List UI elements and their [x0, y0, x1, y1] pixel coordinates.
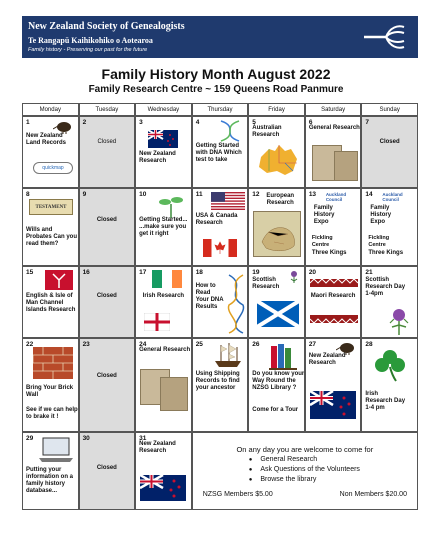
day-number: 9: [82, 191, 87, 198]
weekday-label: Friday: [248, 103, 305, 116]
day-number: 26: [252, 341, 260, 348]
venue-sub-text: Three Kings: [311, 250, 347, 256]
day-cell-9: [79, 188, 136, 266]
day-cell-12: [248, 188, 305, 266]
day-number: 14: [365, 191, 373, 198]
day-number: 31: [139, 435, 147, 442]
old-photo: [160, 377, 188, 411]
seedling-icon: [154, 192, 188, 218]
week-row: [22, 338, 418, 432]
event-text: Wills and Probates Can you read them?: [26, 227, 78, 247]
day-cell-6: [305, 116, 362, 188]
closed-label: Closed: [96, 373, 117, 379]
event-text: USA & Canada Research: [195, 213, 238, 226]
day-cell-13: [305, 188, 362, 266]
header-banner: [22, 16, 418, 58]
day-number: 25: [195, 341, 203, 348]
day-number: 19: [252, 269, 260, 276]
day-number: 4: [195, 119, 200, 126]
closed-label: Closed: [96, 293, 117, 299]
day-cell-17: [135, 266, 192, 338]
event-text: Putting your information on a family history database...: [26, 467, 73, 494]
day-number: 30: [82, 435, 90, 442]
auckland-council-badge: Auckland Council: [382, 192, 403, 202]
weekday-label: Sunday: [361, 103, 418, 116]
day-cell-22: [22, 338, 79, 432]
shamrock-icon: [372, 347, 408, 383]
event-text: Scottish Research Day 1-4pm: [365, 277, 406, 297]
event-text: New Zealand Research: [308, 353, 346, 366]
info-item: ● Browse the library: [249, 475, 360, 485]
canada-flag-icon: [203, 239, 237, 257]
day-cell-11: [192, 188, 249, 266]
day-cell-27: [305, 338, 362, 432]
nzsg-logo-icon: [360, 21, 408, 53]
day-number: 5: [252, 119, 256, 126]
week-row: [22, 432, 418, 510]
day-number: 18: [195, 269, 203, 276]
day-cell-5: [248, 116, 305, 188]
info-intro: On any day you are welcome to come for: [236, 445, 374, 454]
australia-map-icon: [257, 143, 299, 179]
event-text: New Zealand Land Records: [26, 133, 67, 146]
day-number: 13: [308, 191, 317, 198]
day-cell-1: [22, 116, 79, 188]
day-cell-19: [248, 266, 305, 338]
event-text: Getting Started... ...make sure you get it right: [139, 217, 188, 237]
member-price: NZSG Members $5.00: [202, 491, 273, 498]
day-cell-16: [79, 266, 136, 338]
day-cell-18: [192, 266, 249, 338]
weekday-label: Tuesday: [79, 103, 136, 116]
books-icon: [267, 342, 299, 370]
maori-pattern-bottom: [310, 315, 358, 323]
event-text: How to Read Your DNA Results: [195, 283, 224, 310]
info-item: ● General Research: [249, 455, 360, 465]
day-cell-24: [135, 338, 192, 432]
event-text: Australian Research: [252, 125, 282, 138]
ireland-flag-icon: [152, 270, 182, 288]
day-cell-30: [79, 432, 136, 510]
triskelion-icon: [45, 270, 73, 290]
closed-label: Closed: [97, 139, 117, 145]
usa-flag-icon: [211, 192, 245, 210]
day-cell-7: [361, 116, 418, 188]
event-text-2: Come for a Tour: [252, 407, 299, 413]
day-cell-8: [22, 188, 79, 266]
week-row: [22, 188, 418, 266]
closed-label: Closed: [96, 465, 117, 471]
auckland-council-badge: Auckland Council: [325, 192, 347, 202]
day-cell-29: [22, 432, 79, 510]
thistle-flower-icon: [384, 305, 414, 335]
event-text: Using Shipping Records to find your ancestor: [195, 371, 240, 391]
day-cell-23: [79, 338, 136, 432]
dna-icon: [217, 119, 243, 143]
event-text-2: See if we can help to brake it !: [26, 407, 78, 420]
day-cell-14: [361, 188, 418, 266]
sailing-ship-icon: [211, 343, 245, 369]
page-subtitle: Family Research Centre ~ 159 Queens Road Panmure: [88, 84, 344, 95]
day-number: 10: [139, 191, 147, 198]
week-row: [22, 266, 418, 338]
page-title: Family History Month August 2022: [101, 66, 331, 82]
day-number: 28: [365, 341, 373, 348]
venue-text: Fickling Centre: [311, 235, 333, 248]
day-number: 23: [82, 341, 90, 348]
day-number: 3: [139, 119, 143, 126]
day-number: 27: [308, 341, 317, 348]
event-text: Irish Research: [142, 293, 185, 299]
day-cell-21: [361, 266, 418, 338]
day-cell-28: [361, 338, 418, 432]
event-text: General Research: [139, 347, 191, 353]
event-text: Bring Your Brick Wall: [26, 385, 74, 398]
info-box: [192, 432, 418, 510]
day-cell-15: [22, 266, 79, 338]
europe-map-icon: [254, 212, 302, 258]
week-row: [22, 116, 418, 188]
day-number: 24: [139, 341, 147, 348]
quickmap-logo: quickmap: [33, 162, 73, 174]
brick-wall-icon: [33, 347, 73, 379]
laptop-icon: [37, 436, 75, 464]
info-item: ● Ask Questions of the Volunteers: [249, 465, 360, 475]
org-name: New Zealand Society of Genealogists: [28, 21, 185, 32]
venue-text: Fickling Centre: [368, 235, 390, 248]
day-cell-2: [79, 116, 136, 188]
non-member-price: Non Members $20.00: [339, 491, 407, 498]
day-number: 29: [26, 435, 34, 442]
old-photo: [334, 151, 358, 181]
closed-label: Closed: [96, 217, 117, 223]
info-list: [249, 455, 360, 485]
event-text: Maori Research: [310, 293, 356, 299]
weekday-label: Wednesday: [135, 103, 192, 116]
event-text: Irish Research Day 1-4 pm: [365, 391, 406, 411]
ulster-flag-icon: [144, 313, 170, 331]
day-number: 16: [82, 269, 90, 276]
event-text: New Zealand Research: [139, 441, 176, 454]
day-cell-31: [135, 432, 192, 510]
day-cell-4: [192, 116, 249, 188]
weekday-label: Monday: [22, 103, 79, 116]
day-cell-3: [135, 116, 192, 188]
weekday-header: [22, 103, 418, 116]
day-cell-20: [305, 266, 362, 338]
day-number: 21: [365, 269, 373, 276]
day-number: 17: [139, 269, 147, 276]
event-text: General Research: [308, 125, 360, 131]
event-text: New Zealand Research: [139, 151, 176, 164]
maori-pattern-top: [310, 279, 358, 287]
event-text: Getting Started with DNA Which test to take: [195, 143, 242, 163]
event-text: Scottish Research: [252, 277, 280, 290]
day-number: 7: [365, 119, 369, 126]
day-number: 8: [26, 191, 30, 198]
day-cell-10: [135, 188, 192, 266]
day-number: 6: [308, 119, 313, 126]
day-number: 12: [252, 191, 260, 198]
kiwi-icon: [53, 120, 75, 134]
venue-sub-text: Three Kings: [368, 250, 404, 256]
calendar-grid: [22, 103, 418, 510]
day-cell-26: [248, 338, 305, 432]
europe-map-image: [253, 211, 301, 257]
maori-name: Te Rangapū Kaihikohiko o Aotearoa: [28, 36, 153, 45]
dna-helix-icon: [225, 273, 247, 335]
weekday-label: Thursday: [192, 103, 249, 116]
event-text: Do you know your Way Round the NZSG Library ?: [252, 371, 305, 391]
nz-flag-icon: [310, 391, 356, 419]
closed-label: Closed: [379, 139, 400, 145]
event-text: European Research: [266, 193, 295, 206]
testament-scroll: TESTAMENT: [29, 199, 73, 215]
day-cell-25: [192, 338, 249, 432]
weekday-label: Saturday: [305, 103, 362, 116]
tagline: Family history - Preserving our past for the future: [28, 47, 148, 53]
day-number: 15: [26, 269, 34, 276]
nz-flag-icon: [140, 475, 186, 501]
day-number: 20: [308, 269, 317, 276]
nz-flag-icon: [148, 130, 178, 148]
event-text: Family History Expo: [370, 205, 392, 225]
day-number: 1: [26, 119, 30, 126]
event-text: Family History Expo: [313, 205, 335, 225]
day-number: 11: [195, 191, 203, 198]
scotland-flag-icon: [257, 301, 299, 327]
day-number: 2: [82, 119, 87, 126]
day-number: 22: [26, 341, 34, 348]
event-text: English & Isle of Man Channel Islands Research: [26, 293, 76, 313]
